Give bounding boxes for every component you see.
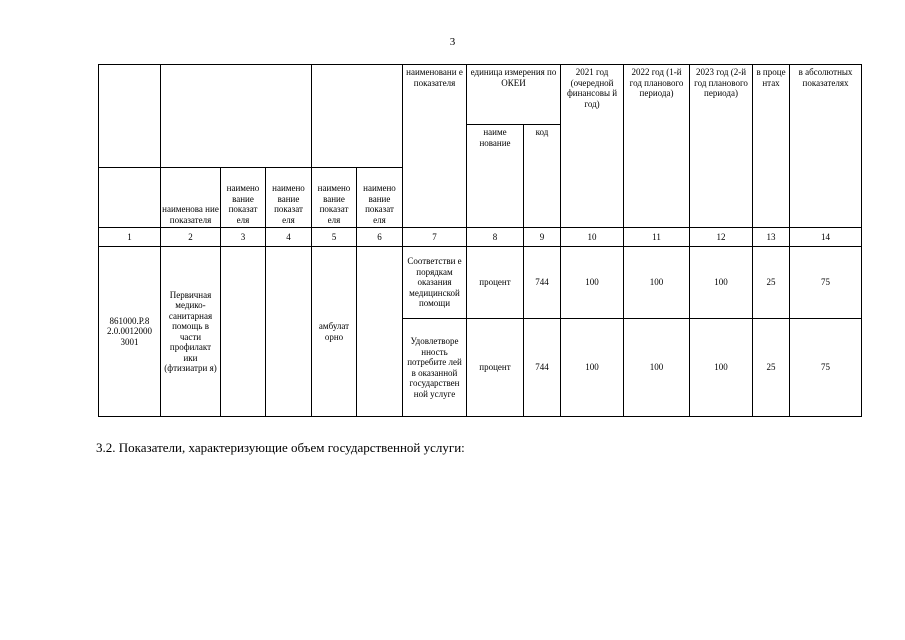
header-row-1: [99, 65, 862, 125]
row-absolute: 75: [790, 319, 862, 417]
row-indicator: Удовлетворе нность потребите лей в оказанной государствен ной услуге: [403, 319, 467, 417]
header-year-2022: 2022 год (1-й год планового периода): [624, 65, 690, 228]
row-indicator: Соответстви е порядкам оказания медицинской помощи: [403, 247, 467, 319]
row-code: 744: [524, 319, 561, 417]
header-year-2021: 2021 год (очередной финансовы й год): [561, 65, 624, 228]
col-number: 6: [357, 228, 403, 247]
table-row: [99, 247, 862, 319]
record-col4: [266, 247, 312, 417]
row-absolute: 75: [790, 247, 862, 319]
col-number: 10: [561, 228, 624, 247]
page-number: 3: [449, 36, 456, 48]
header-col5: наимено вание показат еля: [312, 168, 357, 228]
record-code: 861000.Р.8 2.0.0012000 3001: [99, 247, 161, 417]
col-number: 9: [524, 228, 561, 247]
row-2021: 100: [561, 319, 624, 417]
header-empty-2-4: [161, 65, 312, 168]
row-2021: 100: [561, 247, 624, 319]
col-number: 8: [467, 228, 524, 247]
record-service: Первичная медико- санитарная помощь в части профилакт ики (фтизиатри я): [161, 247, 221, 417]
record-col3: [221, 247, 266, 417]
col-number: 5: [312, 228, 357, 247]
col-number: 11: [624, 228, 690, 247]
section-caption: 3.2. Показатели, характеризующие объем государственной услуги:: [96, 440, 465, 455]
header-col1-empty: [99, 168, 161, 228]
header-percent: в проце нтах: [753, 65, 790, 228]
row-code: 744: [524, 247, 561, 319]
col-number: 13: [753, 228, 790, 247]
quality-indicators-table: [98, 64, 862, 417]
col-number: 12: [690, 228, 753, 247]
col-number: 7: [403, 228, 467, 247]
row-2022: 100: [624, 319, 690, 417]
header-unit-name: наиме нование: [467, 125, 524, 228]
col-number: 4: [266, 228, 312, 247]
row-unit: процент: [467, 319, 524, 417]
row-percent: 25: [753, 319, 790, 417]
col-number: 1: [99, 228, 161, 247]
row-2022: 100: [624, 247, 690, 319]
header-empty-5-6: [312, 65, 403, 168]
header-indicator-name: наименовани е показателя: [403, 65, 467, 228]
col-number: 14: [790, 228, 862, 247]
header-year-2023: 2023 год (2-й год планового периода): [690, 65, 753, 228]
row-unit: процент: [467, 247, 524, 319]
column-number-row: [99, 228, 862, 247]
header-col6: наимено вание показат еля: [357, 168, 403, 228]
col-number: 3: [221, 228, 266, 247]
header-empty-1: [99, 65, 161, 168]
record-condition: амбулат орно: [312, 247, 357, 417]
header-absolute: в абсолютных показателях: [790, 65, 862, 228]
col-number: 2: [161, 228, 221, 247]
header-col4: наимено вание показат еля: [266, 168, 312, 228]
row-2023: 100: [690, 319, 753, 417]
row-2023: 100: [690, 247, 753, 319]
header-col3: наимено вание показат еля: [221, 168, 266, 228]
header-unit-code: код: [524, 125, 561, 228]
header-col2: наименова ние показателя: [161, 168, 221, 228]
record-col6: [357, 247, 403, 417]
row-percent: 25: [753, 247, 790, 319]
header-unit-group: единица измерения по ОКЕИ: [467, 65, 561, 125]
